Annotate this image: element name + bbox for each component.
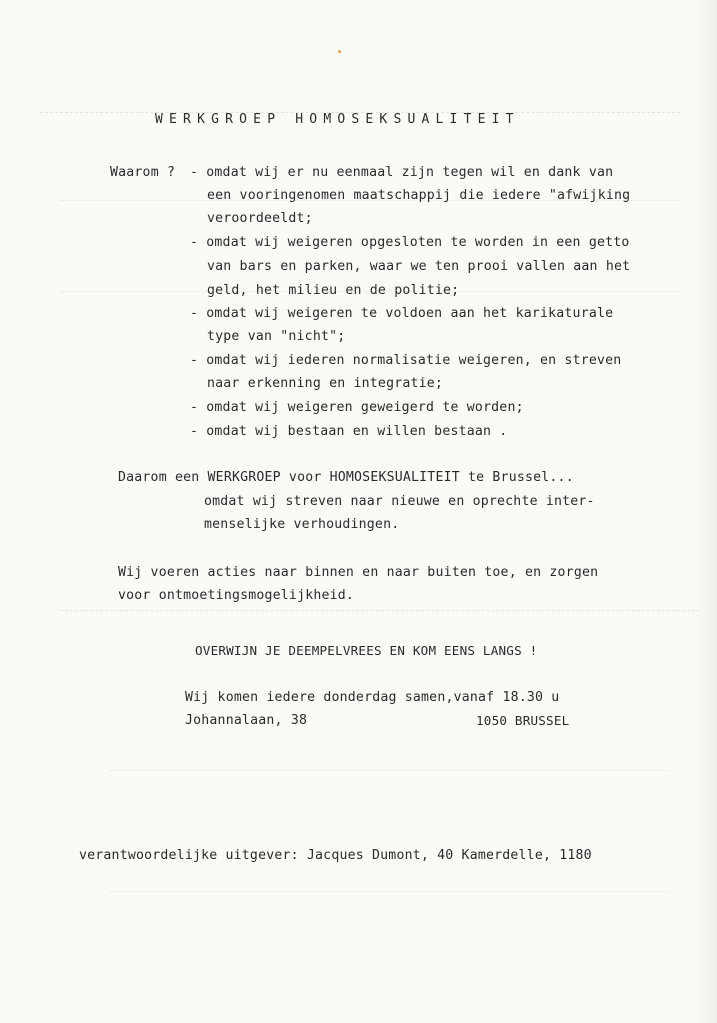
- publisher-line: verantwoordelijke uitgever: Jacques Dumont, 40 Kamerdelle, 1180: [79, 848, 592, 863]
- therefore-line: Daarom een WERKGROEP voor HOMOSEKSUALITEIT te Brussel...: [118, 470, 574, 485]
- reason-line: een vooringenomen maatschappij die iedere "afwijking: [207, 188, 631, 203]
- therefore-line: menselijke verhoudingen.: [204, 517, 400, 532]
- meeting-address-street: Johannalaan, 38: [185, 713, 308, 728]
- paper-speck: [338, 50, 341, 53]
- reason-line: - omdat wij iederen normalisatie weigeren, en streven: [190, 353, 622, 368]
- actions-line: Wij voeren acties naar binnen en naar buiten toe, en zorgen: [118, 565, 599, 580]
- reason-line: - omdat wij weigeren opgesloten te worden in een getto: [190, 235, 630, 250]
- reason-line: - omdat wij er nu eenmaal zijn tegen wil en dank van: [190, 165, 614, 180]
- reason-line: - omdat wij bestaan en willen bestaan .: [190, 424, 508, 439]
- reason-line: naar erkenning en integratie;: [207, 376, 444, 391]
- meeting-address-city: 1050 BRUSSEL: [476, 713, 570, 728]
- therefore-line: omdat wij streven naar nieuwe en oprechte inter-: [204, 494, 595, 509]
- call-to-action: OVERWIJN JE DEEMPELVREES EN KOM EENS LANGS !: [195, 643, 538, 658]
- show-through-shading: [60, 610, 700, 621]
- actions-line: voor ontmoetingsmogelijkheid.: [118, 588, 355, 603]
- reason-line: - omdat wij weigeren te voldoen aan het karikaturale: [190, 306, 614, 321]
- reason-line: - omdat wij weigeren geweigerd te worden;: [190, 400, 524, 415]
- reason-line: geld, het milieu en de politie;: [207, 283, 460, 298]
- reason-line: veroordeeldt;: [207, 211, 313, 226]
- meeting-time: Wij komen iedere donderdag samen,vanaf 18.30 u: [185, 690, 560, 705]
- why-label: Waarom ?: [110, 165, 176, 180]
- document-title: WERKGROEP HOMOSEKSUALITEIT: [155, 112, 520, 127]
- show-through-shading: [110, 770, 670, 892]
- reason-line: van bars en parken, waar we ten prooi vallen aan het: [207, 259, 631, 274]
- reason-line: type van "nicht";: [207, 329, 346, 344]
- page-edge-shadow: [695, 0, 717, 1023]
